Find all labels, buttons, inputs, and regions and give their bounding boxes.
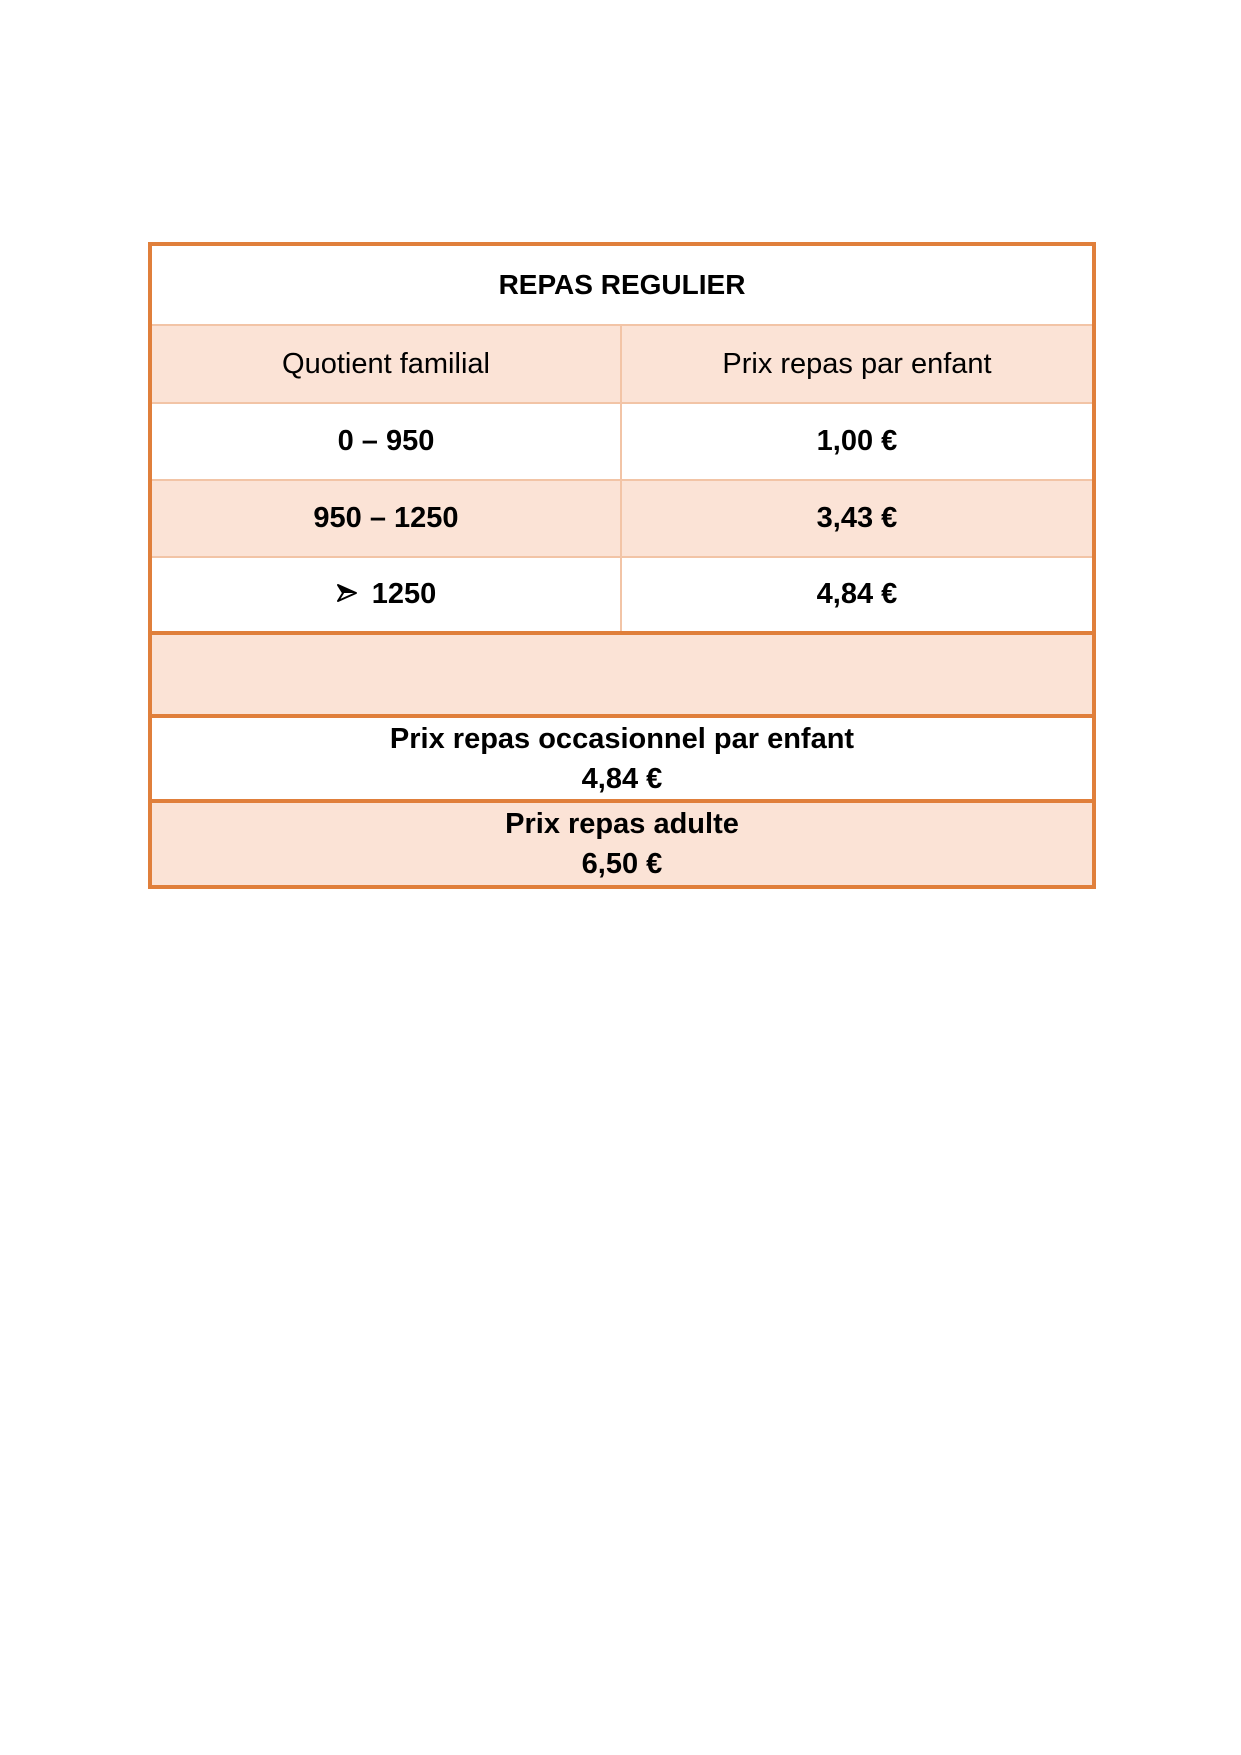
- table-title: REPAS REGULIER: [498, 269, 746, 300]
- adulte-value: 6,50 €: [581, 848, 663, 880]
- spacer-row: [152, 635, 1092, 718]
- adulte-label: Prix repas adulte: [505, 808, 739, 840]
- table-row: [152, 558, 1092, 635]
- table-title-row: [152, 246, 1092, 326]
- header-quotient: Quotient familial: [152, 326, 622, 402]
- price-table: [148, 242, 1096, 889]
- row-quotient: 950 – 1250: [152, 481, 622, 556]
- occasionnel-value: 4,84 €: [581, 762, 663, 795]
- row-prix: 1,00 €: [816, 425, 898, 457]
- arrow-right-icon: [336, 578, 358, 611]
- table-header-row: [152, 326, 1092, 404]
- occasionnel-block: [152, 718, 1092, 803]
- row-prix: 3,43 €: [816, 502, 898, 534]
- row-quotient-value: 1250: [371, 578, 437, 610]
- table-row: [152, 404, 1092, 481]
- adulte-block: [152, 803, 1092, 885]
- row-quotient: [152, 558, 622, 631]
- occasionnel-label: Prix repas occasionnel par enfant: [389, 722, 855, 755]
- row-prix: 4,84 €: [816, 578, 898, 610]
- header-prix: Prix repas par enfant: [722, 347, 992, 380]
- table-row: [152, 481, 1092, 558]
- row-quotient: 0 – 950: [152, 404, 622, 479]
